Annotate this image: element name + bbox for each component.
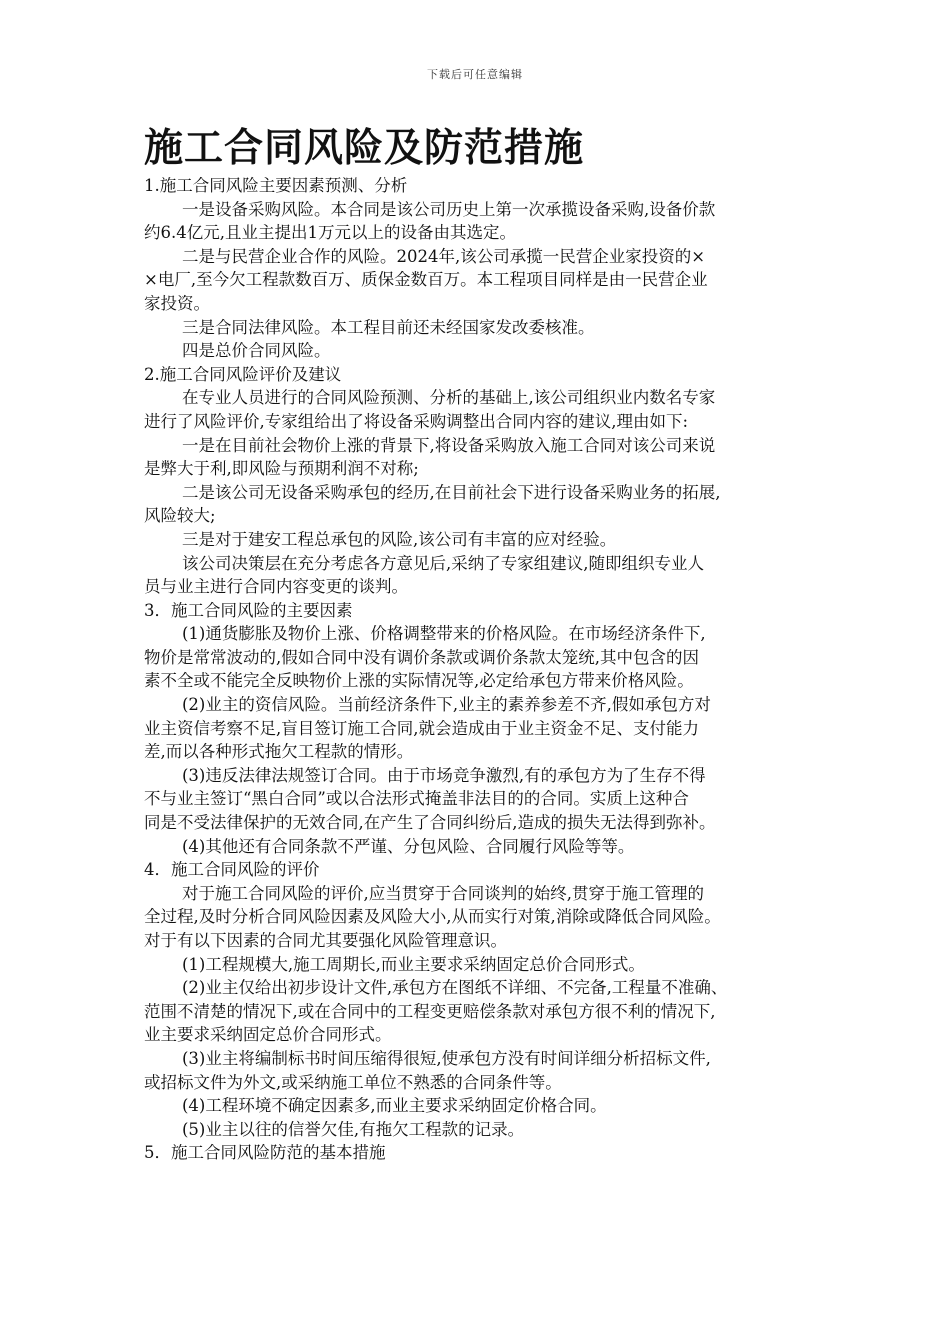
text-line: (3)业主将编制标书时间压缩得很短,使承包方没有时间详细分析招标文件, — [182, 1048, 711, 1068]
text-line: 对于有以下因素的合同尤其要强化风险管理意识。 — [144, 931, 507, 950]
text-line: (4)工程环境不确定因素多,而业主要求采纳固定价格合同。 — [182, 1096, 607, 1116]
text-line: (4)其他还有合同条款不严谨、分包风险、合同履行风险等等。 — [182, 836, 635, 856]
text-line: 风险较大; — [144, 506, 216, 526]
text-line: 二是该公司无设备采购承包的经历,在目前社会下进行设备采购业务的拓展, — [182, 482, 721, 502]
text-line: 2.施工合同风险评价及建议 — [144, 364, 342, 384]
text-line: 不与业主签订“黑白合同”或以合法形式掩盖非法目的的合同。实质上这种合 — [144, 789, 689, 809]
text-line: 3．施工合同风险的主要因素 — [144, 600, 353, 620]
text-line: 对于施工合同风险的评价,应当贯穿于合同谈判的始终,贯穿于施工管理的 — [182, 883, 704, 903]
document-title: 施工合同风险及防范措施 — [144, 125, 585, 171]
text-line: 一是设备采购风险。本合同是该公司历史上第一次承揽设备采购,设备价款 — [182, 199, 716, 219]
text-line: 该公司决策层在充分考虑各方意见后,采纳了专家组建议,随即组织专业人 — [182, 553, 704, 573]
text-line: (3)违反法律法规签订合同。由于市场竞争激烈,有的承包方为了生存不得 — [182, 765, 706, 785]
text-line: 4．施工合同风险的评价 — [144, 860, 320, 880]
text-line: 在专业人员进行的合同风险预测、分析的基础上,该公司组织业内数名专家 — [182, 388, 716, 408]
text-line: 1.施工合同风险主要因素预测、分析 — [144, 176, 408, 195]
text-line: 范围不清楚的情况下,或在合同中的工程变更赔偿条款对承包方很不利的情况下, — [144, 1001, 716, 1021]
document-body — [144, 174, 816, 1165]
text-line: 一是在目前社会物价上涨的背景下,将设备采购放入施工合同对该公司来说 — [182, 435, 716, 455]
text-line: 全过程,及时分析合同风险因素及风险大小,从而实行对策,消除或降低合同风险。 — [144, 907, 721, 927]
text-line: (2)业主仅给出初步设计文件,承包方在图纸不详细、不完备,工程量不准确、 — [182, 978, 728, 998]
text-line: 同是不受法律保护的无效合同,在产生了合同纠纷后,造成的损失无法得到弥补。 — [144, 813, 716, 833]
text-line: (1)工程规模大,施工周期长,而业主要求采纳固定总价合同形式。 — [182, 954, 645, 974]
text-line: 业主要求采纳固定总价合同形式。 — [144, 1025, 392, 1045]
header-note: 下载后可任意编辑 — [427, 68, 523, 81]
text-line: 约6.4亿元,且业主提出1万元以上的设备由其选定。 — [144, 223, 516, 243]
text-line: 员与业主进行合同内容变更的谈判。 — [144, 577, 408, 597]
text-line: (1)通货膨胀及物价上涨、价格调整带来的价格风险。在市场经济条件下, — [182, 624, 706, 644]
text-line: 素不全或不能完全反映物价上涨的实际情况等,必定给承包方带来价格风险。 — [144, 671, 694, 691]
text-line: 四是总价合同风险。 — [182, 341, 331, 361]
text-line: 三是合同法律风险。本工程目前还未经国家发改委核准。 — [182, 317, 595, 337]
text-line: 三是对于建安工程总承包的风险,该公司有丰富的应对经验。 — [182, 529, 617, 549]
text-line: 5．施工合同风险防范的基本措施 — [144, 1143, 386, 1163]
text-line: 物价是常常波动的,假如合同中没有调价条款或调价条款太笼统,其中包含的因 — [144, 647, 699, 667]
text-line: ×电厂,至今欠工程款数百万、质保金数百万。本工程项目同样是由一民营企业 — [144, 270, 708, 290]
text-line: 差,而以各种形式拖欠工程款的情形。 — [144, 742, 414, 762]
text-line: 业主资信考察不足,盲目签订施工合同,就会造成由于业主资金不足、支付能力 — [144, 718, 699, 738]
text-line: 或招标文件为外文,或采纳施工单位不熟悉的合同条件等。 — [144, 1072, 562, 1092]
text-line: 进行了风险评价,专家组给出了将设备采购调整出合同内容的建议,理由如下: — [144, 411, 689, 431]
text-line: 家投资。 — [144, 293, 210, 313]
text-line: 二是与民营企业合作的风险。2024年,该公司承揽一民营企业家投资的× — [182, 246, 706, 266]
text-line: (5)业主以往的信誉欠佳,有拖欠工程款的记录。 — [182, 1119, 525, 1139]
text-line: (2)业主的资信风险。当前经济条件下,业主的素养参差不齐,假如承包方对 — [182, 695, 711, 715]
text-line: 是弊大于利,即风险与预期利润不对称; — [144, 459, 419, 479]
